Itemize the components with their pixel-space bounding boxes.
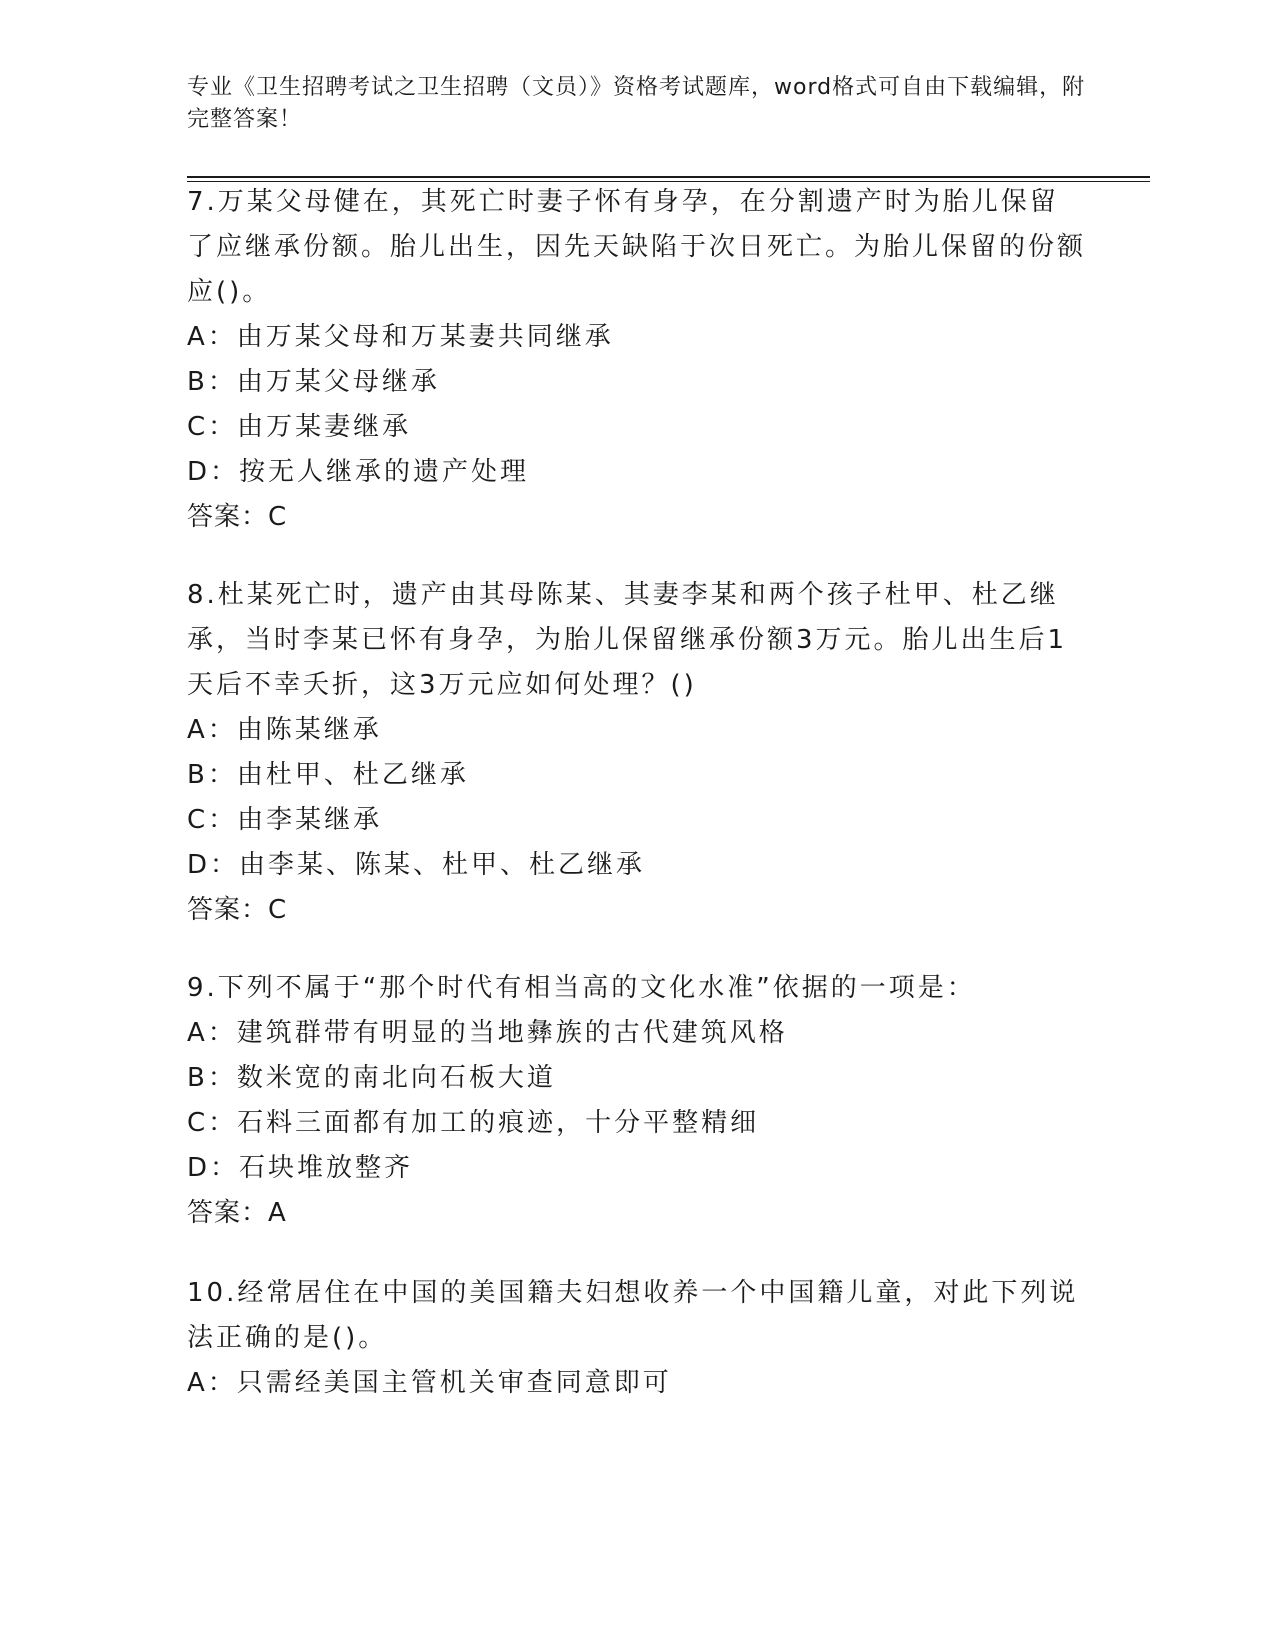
option-c: C：石料三面都有加工的痕迹，十分平整精细 <box>187 1108 760 1138</box>
option-a: A：由万某父母和万某妻共同继承 <box>187 322 614 352</box>
answer: 答案：C <box>187 502 288 532</box>
question-10 <box>187 1271 1087 1406</box>
question-stem: 9.下列不属于“那个时代有相当高的文化水准”依据的一项是： <box>187 973 976 1003</box>
option-a: A：只需经美国主管机关审查同意即可 <box>187 1368 672 1398</box>
header-divider-thick <box>187 176 1150 178</box>
question-8 <box>187 573 1087 933</box>
option-d: D：石块堆放整齐 <box>187 1153 414 1183</box>
document-header: 专业《卫生招聘考试之卫生招聘（文员）》资格考试题库，word格式可自由下载编辑，附完整答案！ <box>187 75 1086 132</box>
option-d: D：由李某、陈某、杜甲、杜乙继承 <box>187 850 646 880</box>
question-7 <box>187 180 1087 540</box>
option-c: C：由李某继承 <box>187 805 383 835</box>
option-b: B：由万某父母继承 <box>187 367 440 397</box>
answer: 答案：A <box>187 1198 287 1228</box>
option-b: B：由杜甲、杜乙继承 <box>187 760 469 790</box>
question-stem: 8.杜某死亡时，遗产由其母陈某、其妻李某和两个孩子杜甲、杜乙继承，当时李某已怀有身孕，为胎儿保留继承份额3万元。胎儿出生后1天后不幸夭折，这3万元应如何处理？() <box>187 580 1068 700</box>
question-9 <box>187 966 1087 1236</box>
question-stem: 7.万某父母健在，其死亡时妻子怀有身孕，在分割遗产时为胎儿保留了应继承份额。胎儿出生，因先天缺陷于次日死亡。为胎儿保留的份额应()。 <box>187 187 1087 307</box>
answer: 答案：C <box>187 895 288 925</box>
option-a: A：由陈某继承 <box>187 715 382 745</box>
option-b: B：数米宽的南北向石板大道 <box>187 1063 556 1093</box>
option-d: D：按无人继承的遗产处理 <box>187 457 530 487</box>
question-stem: 10.经常居住在中国的美国籍夫妇想收养一个中国籍儿童，对此下列说法正确的是()。 <box>187 1278 1079 1353</box>
option-a: A：建筑群带有明显的当地彝族的古代建筑风格 <box>187 1018 788 1048</box>
option-c: C：由万某妻继承 <box>187 412 412 442</box>
